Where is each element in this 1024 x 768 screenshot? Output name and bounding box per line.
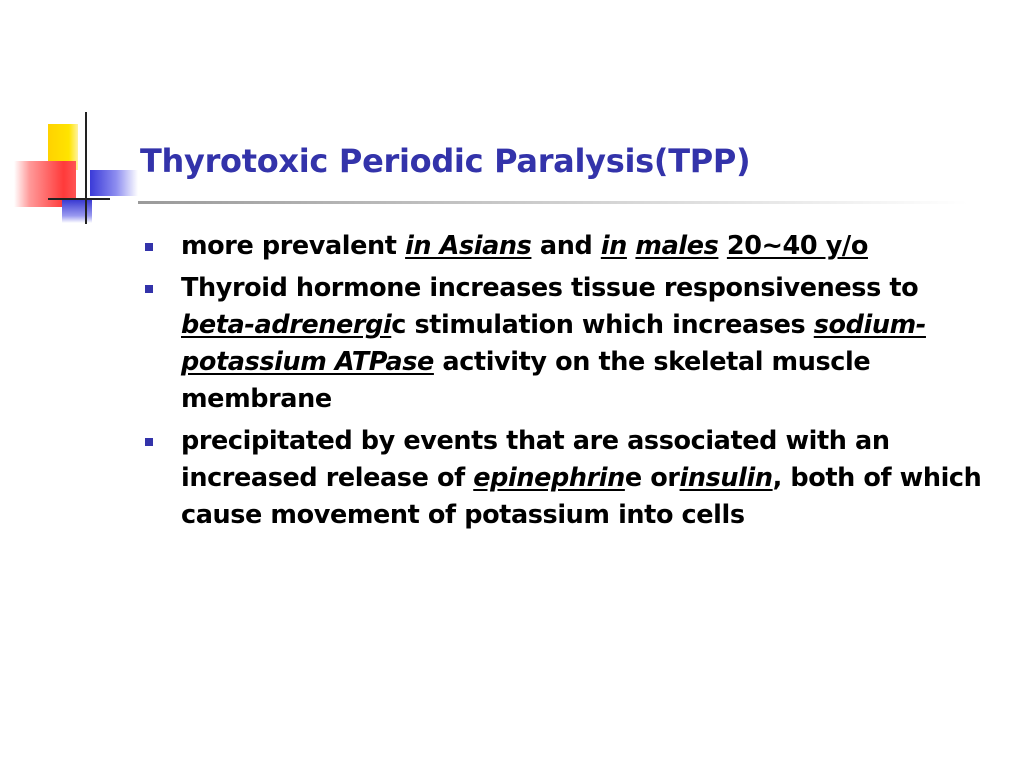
bullet-marker-icon xyxy=(145,243,153,251)
term-insulin: insulin xyxy=(679,463,773,493)
vertical-line-decoration xyxy=(85,112,87,224)
bullet-text: c stimulation which increases xyxy=(391,310,814,340)
bullet-text: activity on the skeletal muscle membrane xyxy=(181,347,871,414)
bullet-marker-icon xyxy=(145,438,153,446)
bullet-item-mechanism xyxy=(140,270,1000,418)
term-in-asians: in Asians xyxy=(405,231,532,261)
bullet-text: and xyxy=(531,231,601,261)
bullet-item-precipitants xyxy=(140,423,1000,534)
bullet-item-prevalence xyxy=(140,228,1000,265)
title-underline-rule xyxy=(138,201,968,204)
blue-square-decoration-right xyxy=(90,170,138,196)
bullet-text xyxy=(718,231,726,261)
horizontal-line-decoration xyxy=(48,198,110,200)
bullet-list xyxy=(140,228,1000,539)
age-range: 20~40 y/o xyxy=(726,231,868,261)
bullet-text: Thyroid hormone increases tissue responsiveness to xyxy=(181,273,919,303)
blue-square-decoration-bottom xyxy=(62,199,92,223)
bullet-text: , both of which cause movement of potassium into cells xyxy=(181,463,982,530)
term-males: males xyxy=(635,231,719,261)
term-beta-adrenergic: beta-adrenergi xyxy=(181,310,392,340)
bullet-text: precipitated by events that are associated with an increased release of xyxy=(181,426,890,493)
bullet-text: more prevalent xyxy=(181,231,406,261)
term-sodium-potassium-atpase: sodium-potassium ATPase xyxy=(181,310,926,377)
slide-title: Thyrotoxic Periodic Paralysis(TPP) xyxy=(140,142,751,180)
bullet-marker-icon xyxy=(145,285,153,293)
bullet-text: e or xyxy=(624,463,680,493)
term-in: in xyxy=(600,231,627,261)
term-epinephrine: epinephrin xyxy=(473,463,625,493)
